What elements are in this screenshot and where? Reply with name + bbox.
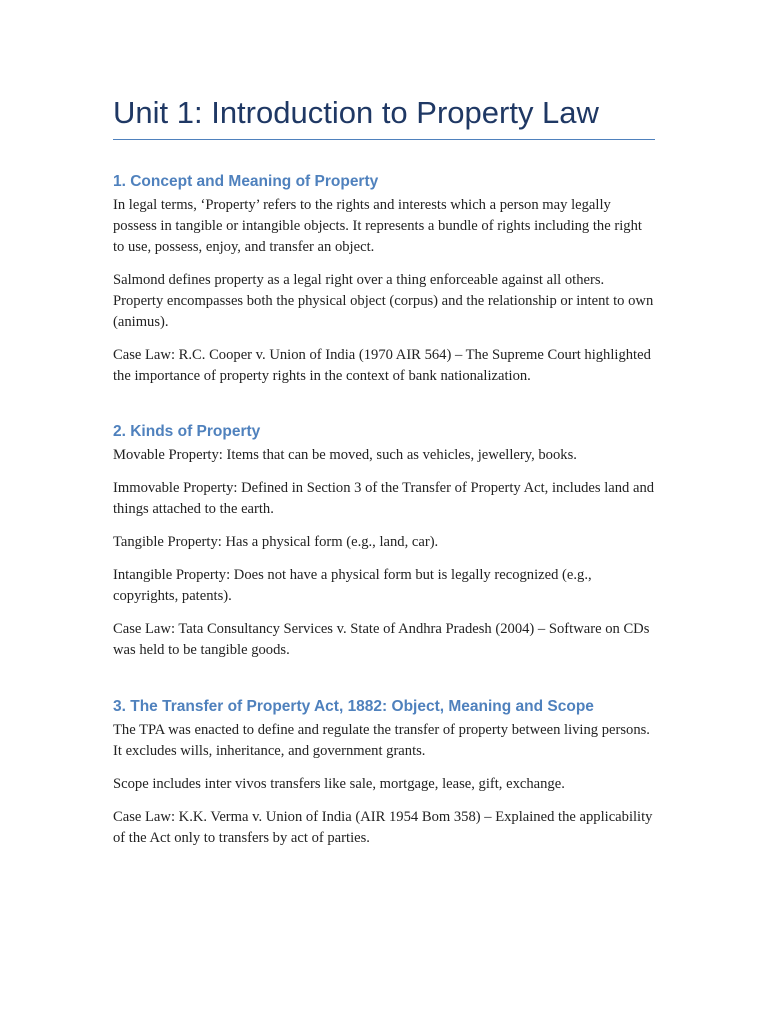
section-transfer-of-property-act [113,697,655,861]
case-law-paragraph: Case Law: R.C. Cooper v. Union of India (1970 AIR 564) – The Supreme Court highlighted the importance of property rights in the context of bank nationalization. [113,347,651,384]
section-heading: 2. Kinds of Property [113,423,261,440]
title-underline [113,139,655,140]
paragraph: Immovable Property: Defined in Section 3 of the Transfer of Property Act, includes land and things attached to the earth. [113,480,655,517]
paragraph: The TPA was enacted to define and regulate the transfer of property between living persons. It excludes wills, inheritance, and government grants. [113,722,650,759]
document-title: Unit 1: Introduction to Property Law [113,95,599,130]
section-concept-meaning [113,172,655,399]
paragraph: Scope includes inter vivos transfers like sale, mortgage, lease, gift, exchange. [113,776,565,792]
section-heading: 3. The Transfer of Property Act, 1882: Object, Meaning and Scope [113,698,594,715]
paragraph: In legal terms, ‘Property’ refers to the rights and interests which a person may legally possess in tangible or intangible objects. It represents a bundle of rights including the right to use, possess, enjoy, and transfer an object. [113,197,642,255]
paragraph: Movable Property: Items that can be moved, such as vehicles, jewellery, books. [113,447,577,463]
case-law-paragraph: Case Law: Tata Consultancy Services v. State of Andhra Pradesh (2004) – Software on CDs was held to be tangible goods. [113,621,650,658]
section-kinds-of-property [113,422,655,673]
case-law-paragraph: Case Law: K.K. Verma v. Union of India (AIR 1954 Bom 358) – Explained the applicability of the Act only to transfers by act of parties. [113,809,653,846]
paragraph: Salmond defines property as a legal right over a thing enforceable against all others. Property encompasses both the physical object (corpus) and the relationship or intent to own (animus). [113,272,654,330]
section-heading: 1. Concept and Meaning of Property [113,173,379,190]
paragraph: Tangible Property: Has a physical form (e.g., land, car). [113,534,439,550]
paragraph: Intangible Property: Does not have a physical form but is legally recognized (e.g., copyrights, patents). [113,567,592,604]
